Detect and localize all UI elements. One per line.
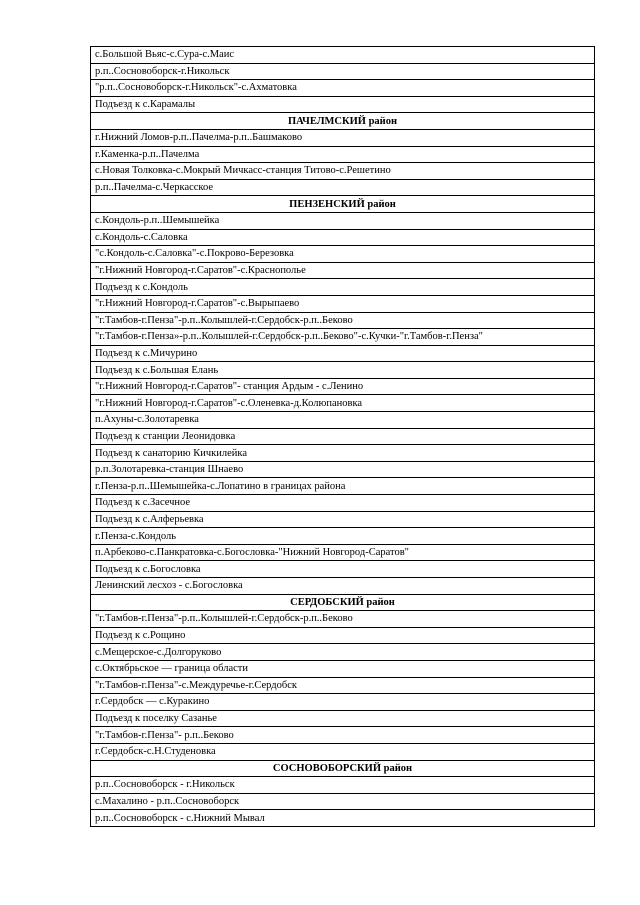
table-row — [91, 378, 595, 395]
table-row — [91, 611, 595, 628]
road-name: Подъезд к с.Мичурино — [91, 345, 595, 362]
table-row — [91, 694, 595, 711]
table-row — [91, 279, 595, 296]
road-name: с.Махалино - р.п..Сосновоборск — [91, 793, 595, 810]
road-name: "г.Тамбов-г.Пенза"- р.п..Беково — [91, 727, 595, 744]
table-row — [91, 362, 595, 379]
road-name: р.п.Золотаревка-станция Шнаево — [91, 461, 595, 478]
table-row — [91, 793, 595, 810]
road-name: "с.Кондоль-с.Саловка"-с.Покрово-Березовка — [91, 246, 595, 263]
road-name: Подъезд к станции Леонидовка — [91, 428, 595, 445]
road-name: г.Пенза-с.Кондоль — [91, 528, 595, 545]
road-name: Ленинский лесхоз - с.Богословка — [91, 578, 595, 595]
table-row — [91, 660, 595, 677]
table-row — [91, 163, 595, 180]
table-row — [91, 810, 595, 827]
road-name: г.Нижний Ломов-р.п..Пачелма-р.п..Башмаково — [91, 129, 595, 146]
road-name: "г.Тамбов-г.Пенза"-р.п..Колышлей-г.Сердобск-р.п..Беково — [91, 611, 595, 628]
table-row — [91, 727, 595, 744]
table-row — [91, 395, 595, 412]
road-name: г.Сердобск — с.Куракино — [91, 694, 595, 711]
road-name: г.Сердобск-с.Н.Студеновка — [91, 743, 595, 760]
road-name: г.Пенза-р.п..Шемышейка-с.Лопатино в границах района — [91, 478, 595, 495]
road-name: п.Ахуны-с.Золотаревка — [91, 412, 595, 429]
table-row — [91, 445, 595, 462]
district-header-row — [91, 113, 595, 130]
table-row — [91, 312, 595, 329]
table-row — [91, 146, 595, 163]
table-row — [91, 212, 595, 229]
road-name: "г.Нижний Новгород-г.Саратов"-с.Оленевка-д.Колюпановка — [91, 395, 595, 412]
road-name: р.п..Сосновоборск-г.Никольск — [91, 63, 595, 80]
road-name: "г.Тамбов-г.Пенза"-р.п..Колышлей-г.Сердобск-р.п..Беково — [91, 312, 595, 329]
table-row — [91, 295, 595, 312]
table-row — [91, 528, 595, 545]
road-name: Подъезд к санаторию Кичкилейка — [91, 445, 595, 462]
district-name: СЕРДОБСКИЙ район — [91, 594, 595, 611]
road-name: Подъезд к с.Кондоль — [91, 279, 595, 296]
road-name: Подъезд к с.Карамалы — [91, 96, 595, 113]
road-name: Подъезд к поселку Сазанье — [91, 710, 595, 727]
table-row — [91, 412, 595, 429]
road-name: "г.Тамбов-г.Пенза"-с.Междуречье-г.Сердобск — [91, 677, 595, 694]
road-name: с.Мещерское-с.Долгоруково — [91, 644, 595, 661]
road-name: Подъезд к с.Рощино — [91, 627, 595, 644]
table-row — [91, 495, 595, 512]
roads-table-body — [91, 47, 595, 827]
road-name: р.п..Сосновоборск - г.Никольск — [91, 777, 595, 794]
table-row — [91, 80, 595, 97]
road-name: с.Большой Вьяс-с.Сура-с.Маис — [91, 47, 595, 64]
district-header-row — [91, 760, 595, 777]
table-row — [91, 262, 595, 279]
table-row — [91, 627, 595, 644]
table-row — [91, 179, 595, 196]
district-header-row — [91, 196, 595, 213]
table-row — [91, 129, 595, 146]
road-name: Подъезд к с.Большая Елань — [91, 362, 595, 379]
road-name: р.п..Сосновоборск - с.Нижний Мывал — [91, 810, 595, 827]
road-name: с.Октябрьское — граница области — [91, 660, 595, 677]
table-row — [91, 677, 595, 694]
table-row — [91, 511, 595, 528]
road-name: Подъезд к с.Засечное — [91, 495, 595, 512]
table-row — [91, 644, 595, 661]
table-row — [91, 329, 595, 346]
road-name: с.Кондоль-р.п..Шемышейка — [91, 212, 595, 229]
table-row — [91, 246, 595, 263]
road-name: с.Кондоль-с.Саловка — [91, 229, 595, 246]
roads-table — [90, 46, 595, 827]
road-name: "г.Тамбов-г.Пенза»-р.п..Колышлей-г.Сердобск-р.п..Беково"-с.Кучки-"г.Тамбов-г.Пенза" — [91, 329, 595, 346]
road-name: "г.Нижний Новгород-г.Саратов"- станция Ардым - с.Ленино — [91, 378, 595, 395]
road-name: Подъезд к с.Алферьевка — [91, 511, 595, 528]
table-row — [91, 63, 595, 80]
table-row — [91, 743, 595, 760]
district-name: ПАЧЕЛМСКИЙ район — [91, 113, 595, 130]
road-name: р.п..Пачелма-с.Черкасское — [91, 179, 595, 196]
table-row — [91, 710, 595, 727]
table-row — [91, 478, 595, 495]
district-name: ПЕНЗЕНСКИЙ район — [91, 196, 595, 213]
table-row — [91, 544, 595, 561]
table-row — [91, 229, 595, 246]
road-name: Подъезд к с.Богословка — [91, 561, 595, 578]
table-row — [91, 777, 595, 794]
district-name: СОСНОВОБОРСКИЙ район — [91, 760, 595, 777]
table-row — [91, 96, 595, 113]
road-name: с.Новая Толковка-с.Мокрый Мичкасс-станция Титово-с.Решетино — [91, 163, 595, 180]
table-row — [91, 461, 595, 478]
road-name: п.Арбеково-с.Панкратовка-с.Богословка-"Нижний Новгород-Саратов" — [91, 544, 595, 561]
table-row — [91, 47, 595, 64]
table-row — [91, 428, 595, 445]
road-name: "г.Нижний Новгород-г.Саратов"-с.Вырыпаево — [91, 295, 595, 312]
table-row — [91, 578, 595, 595]
document-page — [90, 46, 595, 827]
district-header-row — [91, 594, 595, 611]
road-name: "г.Нижний Новгород-г.Саратов"-с.Краснополье — [91, 262, 595, 279]
road-name: "р.п..Сосновоборск-г.Никольск"-с.Ахматовка — [91, 80, 595, 97]
road-name: г.Каменка-р.п..Пачелма — [91, 146, 595, 163]
table-row — [91, 345, 595, 362]
table-row — [91, 561, 595, 578]
